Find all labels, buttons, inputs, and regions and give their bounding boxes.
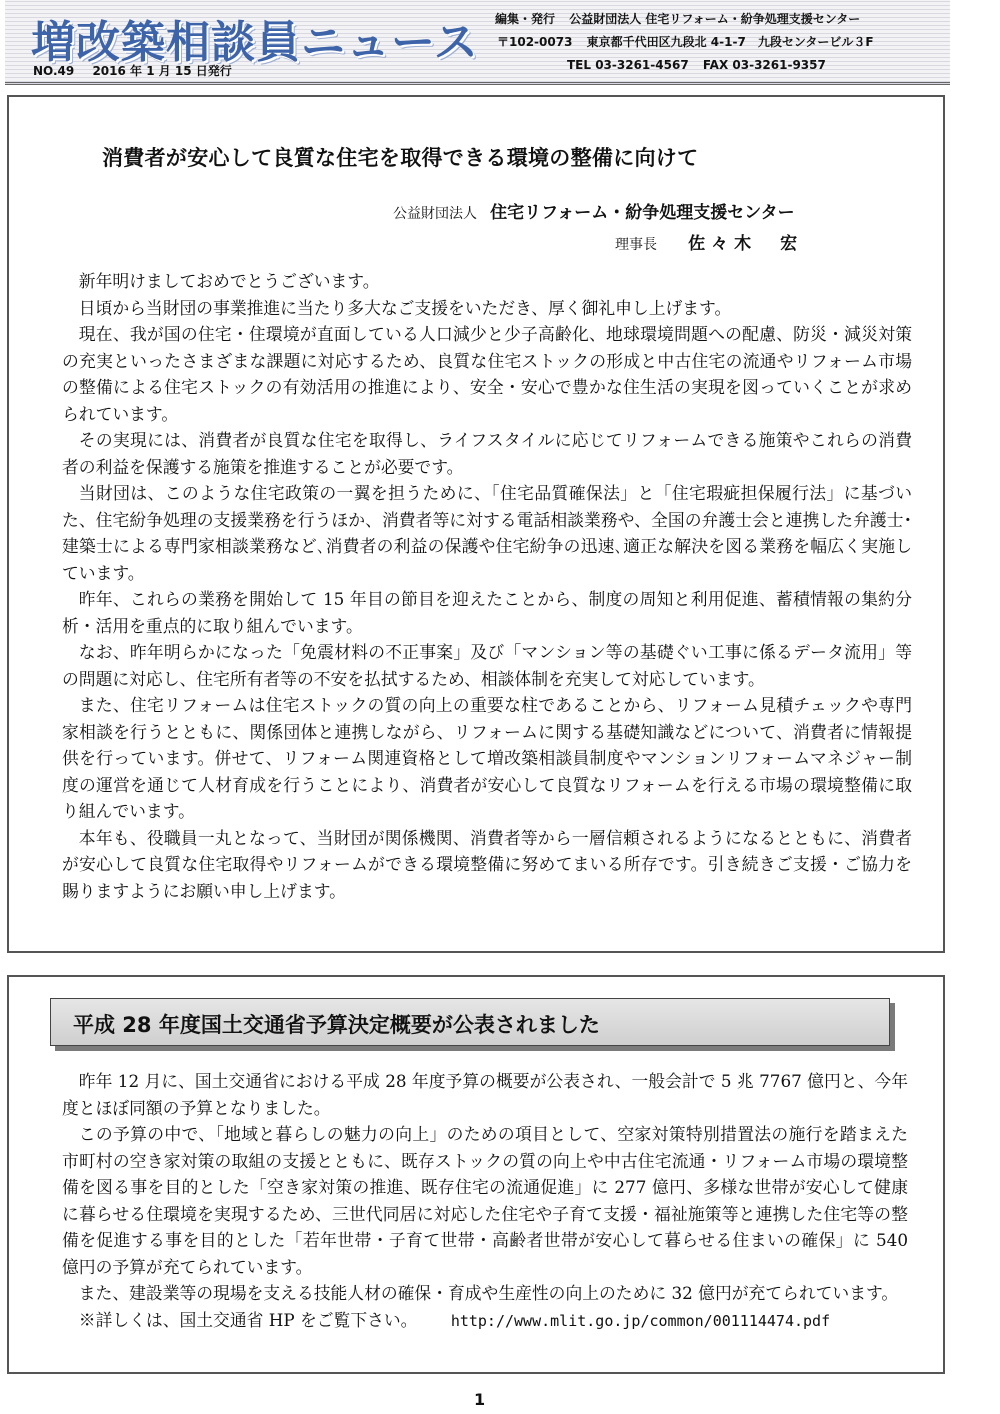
paragraph: 昨年、これらの業務を開始して 15 年目の節目を迎えたことから、制度の周知と利用促進、蓄積情報の集約分析・活用を重点的に取り組んでいます。 (62, 589, 912, 636)
paragraph: また、住宅リフォームは住宅ストックの質の向上の重要な柱であることから、リフォーム見積チェックや専門家相談を行うとともに、関係団体と連携しながら、リフォームに関する基礎知識などについて、消費者に情報提供を行っています。併せて、リフォーム関連資格として増改築相談員制度やマンションリフォームマネジャー制度の運営を通じて人材育成を行うことにより、消費者が安心して良質なリフォームを行える市場の環境整備に取り組んでいます。 (62, 695, 912, 821)
issue-number: NO.49 (33, 64, 75, 78)
masthead (5, 0, 950, 85)
tel: TEL 03-3261-4567 (567, 58, 689, 72)
paragraph: 日頃から当財団の事業推進に当たり多大なご支援をいただき、厚く御礼申し上げます。 (78, 297, 732, 318)
issue-info (33, 62, 246, 79)
reference-note (62, 1307, 908, 1335)
newsletter-title: 増改築相談員ニュース (31, 17, 479, 68)
publisher-name: 公益財団法人 住宅リフォーム・紛争処理支援センター (569, 12, 861, 26)
author-name: 佐々木 宏 (688, 234, 804, 254)
reference-link[interactable]: http://www.mlit.go.jp/common/001114474.pdf (450, 1311, 831, 1330)
page-number: 1 (474, 1390, 486, 1409)
article-1-title: 消費者が安心して良質な住宅を取得できる環境の整備に向けて (102, 146, 699, 170)
paragraph: また、建設業等の現場を支える技能人材の確保・育成や生産性の向上のために 32 億円が充てられています。 (78, 1283, 899, 1303)
paragraph: 当財団は、このような住宅政策の一翼を担うために、「住宅品質確保法」と「住宅瑕疵担保履行法」に基づいた、住宅紛争処理の支援業務を行うほか、消費者等に対する電話相談業務や、全国の弁護士会と連携した弁護士･建築士による専門家相談業務など､消費者の利益の保護や住宅紛争の迅速､適正な解決を図る業務を幅広く実施しています。 (62, 483, 912, 583)
org-name: 住宅リフォーム・紛争処理支援センター (490, 203, 795, 223)
publisher-info (495, 8, 884, 77)
fax: FAX 03-3261-9357 (702, 58, 826, 72)
author-role: 理事長 (615, 237, 657, 253)
address: 東京都千代田区九段北 4-1-7 九段センタービル３F (586, 35, 874, 49)
org-prefix: 公益財団法人 (393, 206, 477, 222)
article-1-body (62, 268, 912, 904)
article-2-heading: 平成 28 年度国土交通省予算決定概要が公表されました (73, 1013, 600, 1037)
author-block (393, 198, 803, 260)
paragraph: なお、昨年明らかになった「免震材料の不正事案」及び「マンション等の基礎ぐい工事に係るデータ流用」等の問題に対応し、住宅所有者等の不安を払拭するため、相談体制を充実して対応しています。 (62, 642, 912, 689)
paragraph: 現在、我が国の住宅・住環境が直面している人口減少と少子高齢化、地球環境問題への配慮、防災・減災対策の充実といったさまざまな課題に対応するため、良質な住宅ストックの形成と中古住宅の流通やリフォーム市場の整備による住宅ストックの有効活用の推進により、安全・安心で豊かな住生活の実現を図っていくことが求められています。 (62, 324, 912, 424)
paragraph: 新年明けましておめでとうございます。 (78, 271, 380, 291)
article-2-body (62, 1068, 908, 1334)
paragraph: 昨年 12 月に、国土交通省における平成 28 年度予算の概要が公表され、一般会計で 5 兆 7767 億円と、今年度とほぼ同額の予算となりました。 (62, 1071, 908, 1118)
paragraph: 本年も、役職員一丸となって、当財団が関係機関、消費者等から一層信頼されるようになるとともに、消費者が安心して良質な住宅取得やリフォームができる環境整備に努めてまいる所存です。引き続きご支援・ご協力を賜りますようにお願い申し上げます。 (62, 827, 912, 901)
issue-date: 2016 年 1 月 15 日発行 (92, 64, 232, 78)
editor-label: 編集・発行 (495, 12, 556, 26)
paragraph: その実現には、消費者が良質な住宅を取得し、ライフスタイルに応じてリフォームできる施策やこれらの消費者の利益を保護する施策を推進することが必要です。 (62, 430, 912, 477)
note-text: ※詳しくは、国土交通省 HP をご覧下さい。 (78, 1309, 418, 1330)
paragraph: この予算の中で、「地域と暮らしの魅力の向上」のための項目として、空家対策特別措置法の施行を踏まえた市町村の空き家対策の取組の支援とともに、既存ストックの質の向上や中古住宅流通・リフォーム市場の環境整備を図る事を目的とした「空き家対策の推進、既存住宅の流通促進」に 277 億円、多様な世帯が安心して健康に暮らせる住環境を実現するため、三世代同居に対応した住宅や子育て支援・福祉施策等と連携した住宅等の整備を促進する事を目的とした「若年世帯・子育て世帯・高齢者世帯が安心して暮らせる住まいの確保」に 540 億円の予算が充てられています。 (62, 1124, 908, 1277)
postal-code: 〒102-0073 (497, 35, 573, 49)
article-2-heading-band (50, 998, 890, 1046)
